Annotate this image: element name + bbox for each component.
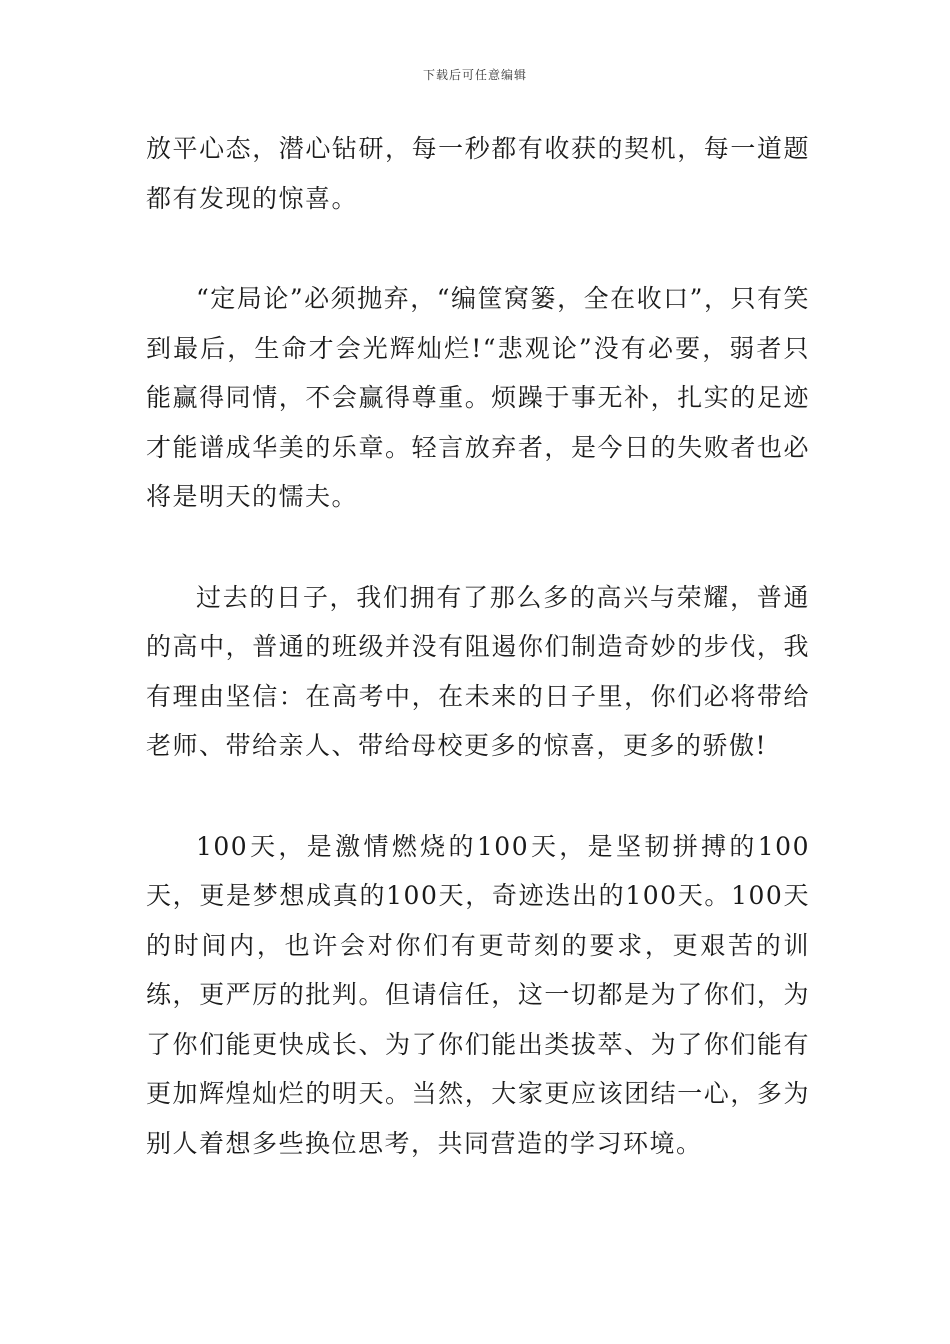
paragraph-2: “定局论”必须抛弃，“编筐窝篓，全在收口”，只有笑到最后，生命才会光辉灿烂!“悲观论”没有必要，弱者只能赢得同情，不会赢得尊重。烦躁于事无补，扎实的足迹才能谱成华美的乐章。轻言放弃者，是今日的失败者也必将是明天的懦夫。 — [146, 284, 810, 511]
page-header: 下载后可任意编辑 — [422, 68, 527, 82]
paragraph-3: 过去的日子，我们拥有了那么多的高兴与荣耀，普通的高中，普通的班级并没有阻遏你们制造奇妙的步伐，我有理由坚信：在高考中，在未来的日子里，你们必将带给老师、带给亲人、带给母校更多的惊喜，更多的骄傲! — [146, 582, 810, 760]
paragraph-1: 放平心态，潜心钻研，每一秒都有收获的契机，每一道题都有发现的惊喜。 — [146, 134, 810, 213]
paragraph-4: 100天，是激情燃烧的100天，是坚韧拼搏的100天，更是梦想成真的100天，奇迹迭出的100天。100天的时间内，也许会对你们有更苛刻的要求，更艰苦的训练，更严厉的批判。但请信任，这一切都是为了你们，为了你们能更快成长、为了你们能出类拔萃、为了你们能有更加辉煌灿烂的明天。当然，大家更应该团结一心，多为别人着想多些换位思考，共同营造的学习环境。 — [146, 831, 810, 1158]
document-body — [146, 124, 810, 1168]
